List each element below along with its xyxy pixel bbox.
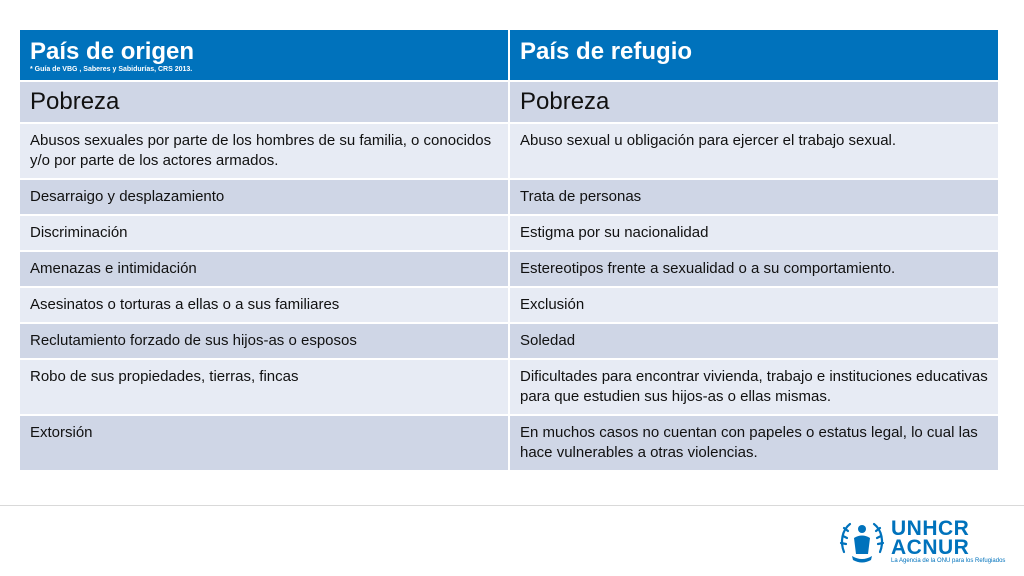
table-row (19, 359, 999, 415)
origin-cell: Extorsión (19, 415, 509, 471)
category-origin: Pobreza (19, 81, 509, 123)
refuge-cell: En muchos casos no cuentan con papeles o estatus legal, lo cual las hace vulnerables a otras violencias. (509, 415, 999, 471)
refuge-cell: Abuso sexual u obligación para ejercer el trabajo sexual. (509, 123, 999, 179)
unhcr-emblem-icon (838, 516, 886, 566)
refuge-cell: Estereotipos frente a sexualidad o a su comportamiento. (509, 251, 999, 287)
footer-divider (0, 505, 1024, 506)
header-refuge (509, 29, 999, 81)
category-refuge: Pobreza (509, 81, 999, 123)
refuge-cell: Trata de personas (509, 179, 999, 215)
origin-cell: Discriminación (19, 215, 509, 251)
comparison-table (18, 28, 1000, 472)
origin-cell: Reclutamiento forzado de sus hijos-as o esposos (19, 323, 509, 359)
refuge-cell: Estigma por su nacionalidad (509, 215, 999, 251)
logo-unhcr-text: UNHCR (891, 517, 970, 540)
origin-cell: Desarraigo y desplazamiento (19, 179, 509, 215)
header-origin (19, 29, 509, 81)
category-row (19, 81, 999, 123)
table-row (19, 415, 999, 471)
logo-acnur-text: ACNUR (891, 536, 970, 559)
table-row (19, 215, 999, 251)
unhcr-logo (838, 516, 1018, 568)
origin-cell: Abusos sexuales por parte de los hombres de su familia, o conocidos y/o por parte de los actores armados. (19, 123, 509, 179)
refuge-cell: Soledad (509, 323, 999, 359)
table-row (19, 179, 999, 215)
origin-cell: Amenazas e intimidación (19, 251, 509, 287)
origin-cell: Asesinatos o torturas a ellas o a sus familiares (19, 287, 509, 323)
table-row (19, 323, 999, 359)
header-origin-note: * Guía de VBG , Saberes y Sabidurías, CRS 2013. (30, 66, 193, 73)
table-row (19, 251, 999, 287)
header-origin-title: País de origen (30, 38, 195, 65)
origin-cell: Robo de sus propiedades, tierras, fincas (19, 359, 509, 415)
logo-tagline: La Agencia de la ONU para los Refugiados (891, 558, 1006, 564)
table-row (19, 287, 999, 323)
header-refuge-title: País de refugio (520, 38, 693, 65)
table-row (19, 123, 999, 179)
table-header-row (19, 29, 999, 81)
refuge-cell: Exclusión (509, 287, 999, 323)
refuge-cell: Dificultades para encontrar vivienda, trabajo e instituciones educativas para que estudien sus hijos-as o ellas mismas. (509, 359, 999, 415)
